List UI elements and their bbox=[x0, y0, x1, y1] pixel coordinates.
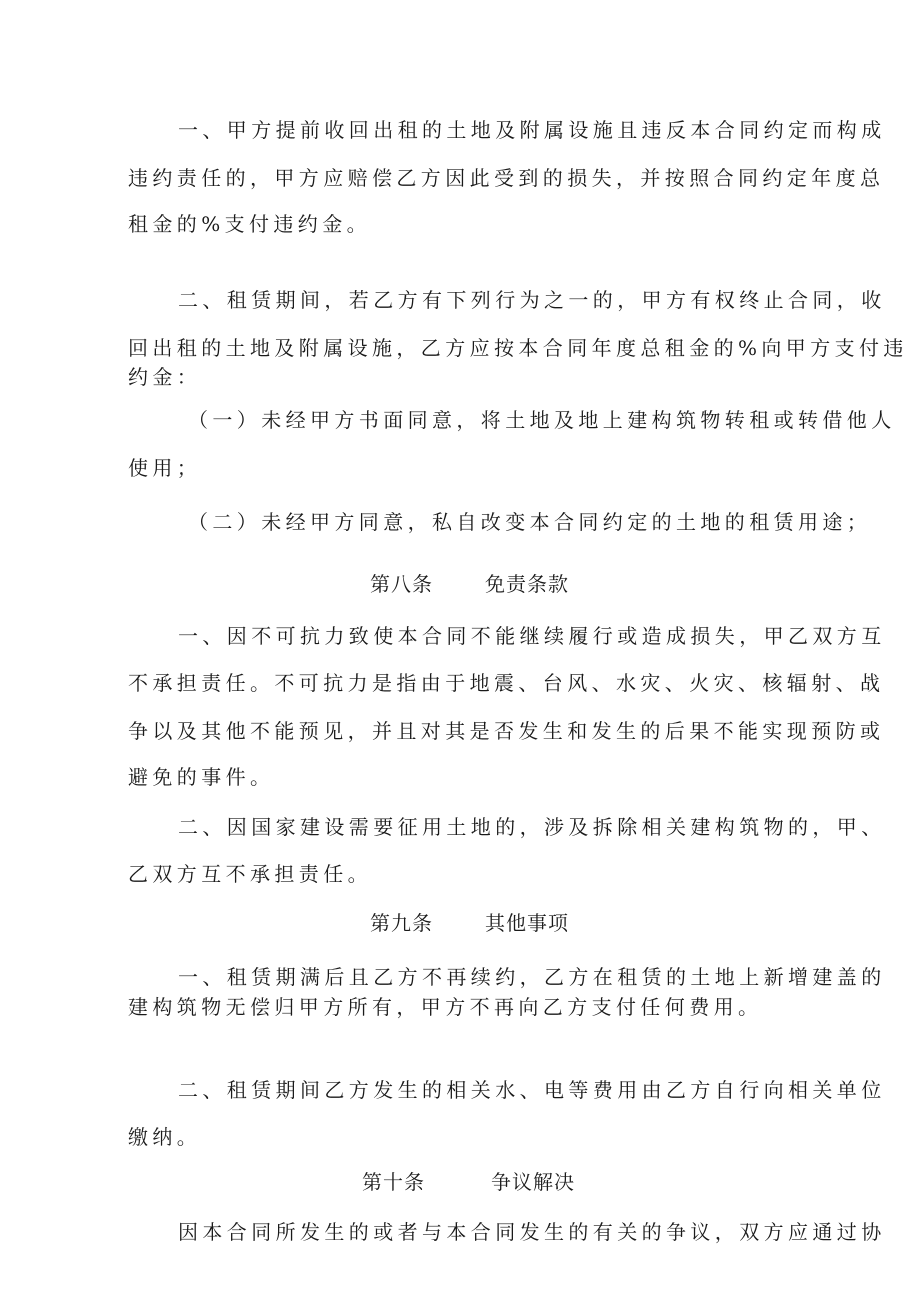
paragraph-line: 违约责任的，甲方应赔偿乙方因此受到的损失，并按照合同约定年度总 bbox=[128, 166, 885, 190]
paragraph-line: 二、租赁期间乙方发生的相关水、电等费用由乙方自行向相关单位 bbox=[178, 1078, 886, 1102]
paragraph-line: 一、甲方提前收回出租的土地及附属设施且违反本合同约定而构成 bbox=[178, 118, 886, 142]
section-heading bbox=[362, 1168, 575, 1196]
paragraph-line: 建构筑物无偿归甲方所有，甲方不再向乙方支付任何费用。 bbox=[128, 995, 763, 1019]
paragraph-line: 乙双方互不承担责任。 bbox=[128, 862, 372, 886]
article-number: 第九条 bbox=[370, 911, 433, 935]
paragraph-line: 回出租的土地及附属设施，乙方应按本合同年度总租金的%向甲方支付违 bbox=[128, 336, 908, 360]
list-item-line: 使用； bbox=[128, 456, 202, 480]
list-item-line: （二）未经甲方同意，私自改变本合同约定的土地的租赁用途； bbox=[188, 510, 872, 534]
paragraph-line: 约金： bbox=[128, 365, 202, 389]
paragraph-line: 争以及其他不能预见，并且对其是否发生和发生的后果不能实现预防或 bbox=[128, 719, 885, 743]
article-number: 第十条 bbox=[362, 1170, 425, 1194]
article-title: 争议解决 bbox=[491, 1170, 575, 1194]
article-title: 免责条款 bbox=[485, 572, 569, 596]
article-number: 第八条 bbox=[370, 572, 433, 596]
paragraph-line: 二、租赁期间，若乙方有下列行为之一的，甲方有权终止合同，收 bbox=[178, 288, 886, 312]
paragraph-line: 一、租赁期满后且乙方不再续约，乙方在租赁的土地上新增建盖的 bbox=[178, 965, 886, 989]
paragraph-line: 避免的事件。 bbox=[128, 765, 275, 789]
article-title: 其他事项 bbox=[485, 911, 569, 935]
paragraph-line: 二、因国家建设需要征用土地的，涉及拆除相关建构筑物的，甲、 bbox=[178, 815, 886, 839]
section-heading bbox=[370, 909, 569, 937]
paragraph-line: 因本合同所发生的或者与本合同发生的有关的争议，双方应通过协 bbox=[178, 1220, 886, 1244]
paragraph-line: 不承担责任。不可抗力是指由于地震、台风、水灾、火灾、核辐射、战 bbox=[128, 671, 885, 695]
section-heading bbox=[370, 570, 569, 598]
paragraph-line: 租金的%支付违约金。 bbox=[128, 212, 372, 236]
paragraph-line: 一、因不可抗力致使本合同不能继续履行或造成损失，甲乙双方互 bbox=[178, 624, 886, 648]
paragraph-line: 缴纳。 bbox=[128, 1125, 202, 1149]
list-item-line: （一）未经甲方书面同意，将土地及地上建构筑物转租或转借他人 bbox=[188, 408, 896, 432]
